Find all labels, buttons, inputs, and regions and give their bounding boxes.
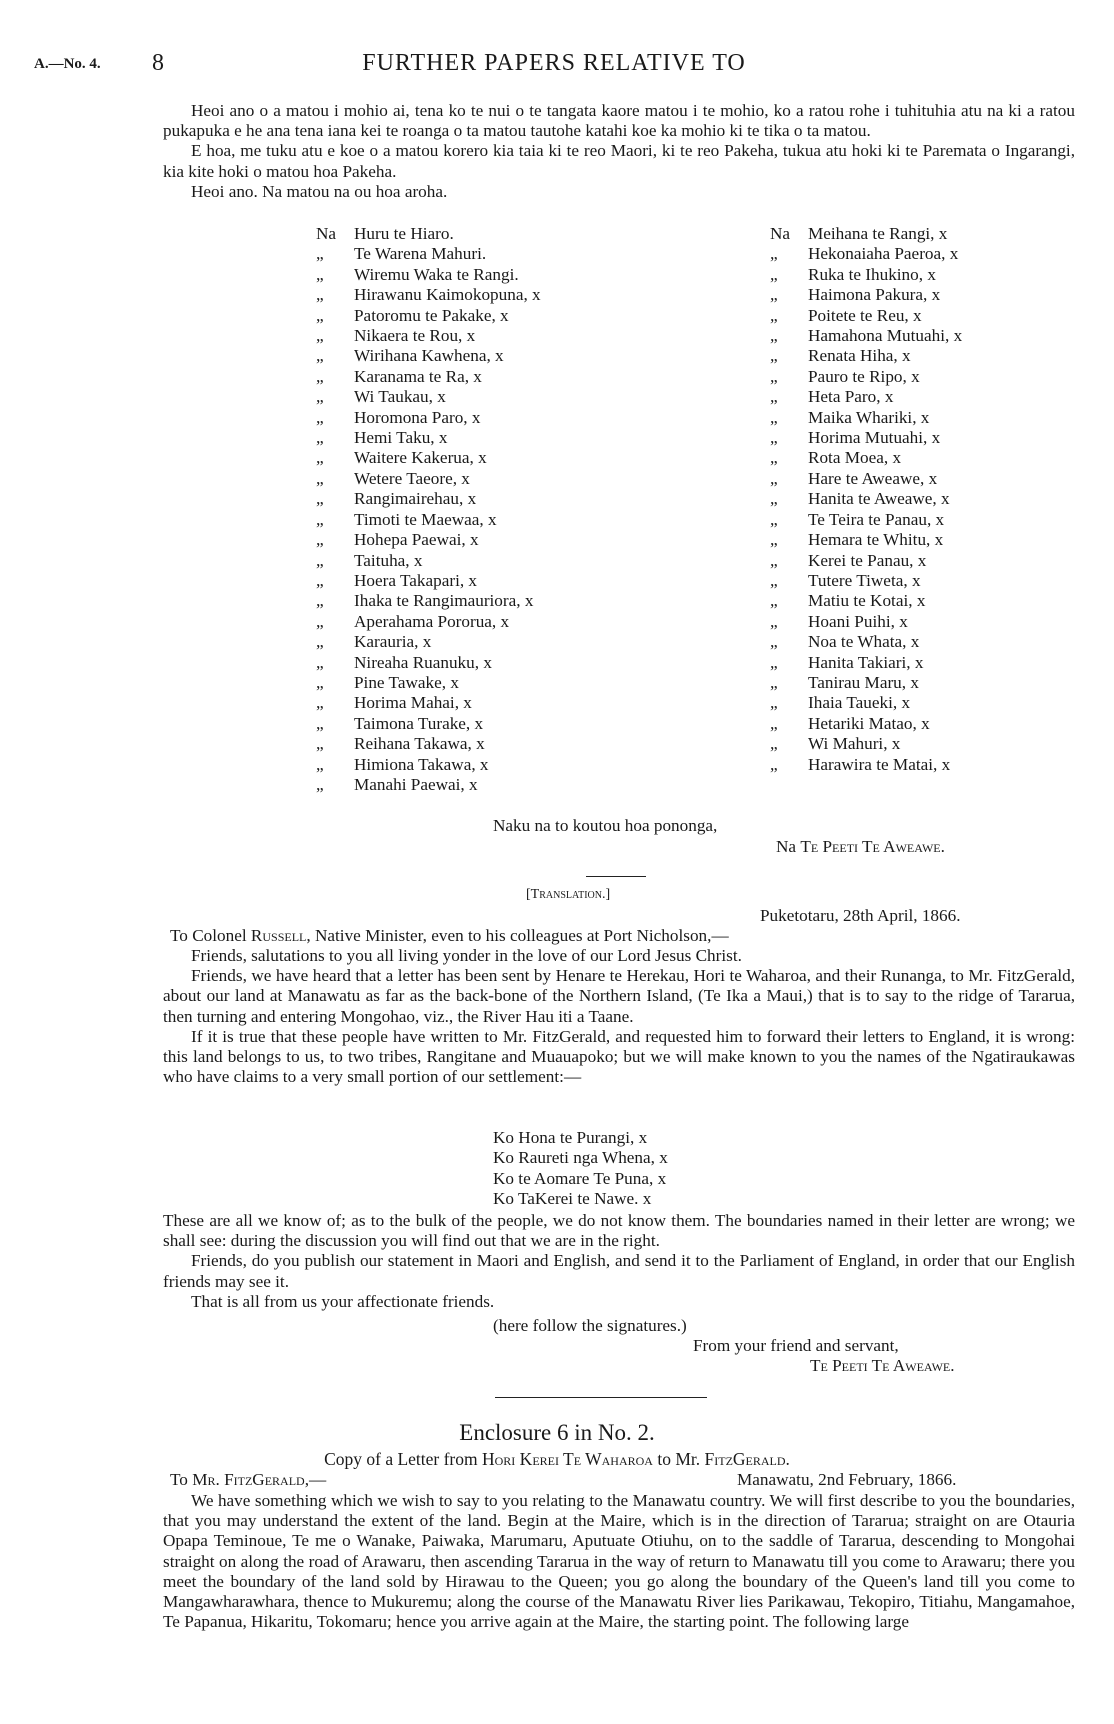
signatory (316, 265, 541, 285)
translation-paragraph: These are all we know of; as to the bulk of the people, we do not know them. The boundaries named in their letter are wrong; we shall see: during the discussion you will find out that we are in the right. (163, 1211, 1075, 1251)
signatory-name: Poitete te Reu, x (808, 305, 922, 325)
signatory (770, 306, 962, 326)
signatory-prefix: „ (316, 693, 324, 713)
signatory-name: Wi Mahuri, x (808, 734, 901, 754)
signatory-name: Karauria, x (354, 632, 432, 652)
signatory-name: Wiremu Waka te Rangi. (354, 264, 519, 284)
signatory-prefix: „ (770, 713, 778, 733)
signatory-prefix: „ (770, 448, 778, 468)
signatory-prefix: „ (770, 387, 778, 407)
signatory-prefix: „ (316, 632, 324, 652)
signatory-prefix: „ (770, 550, 778, 570)
signatory-prefix: „ (770, 489, 778, 509)
maori-signer (776, 837, 945, 857)
signatory-prefix: „ (316, 754, 324, 774)
signatory-prefix: „ (770, 509, 778, 529)
claimants-list (493, 1128, 668, 1210)
enclosure-place-date: Manawatu, 2nd February, 1866. (737, 1470, 957, 1489)
translation-paragraph: Friends, do you publish our statement in Maori and English, and send it to the Parliament of England, in order that our English friends may see it. (163, 1251, 1075, 1291)
signatory-name: Hamahona Mutuahi, x (808, 326, 963, 346)
signatory-name: Matiu te Kotai, x (808, 591, 926, 611)
signatory-name: Huru te Hiaro. (354, 224, 454, 243)
signatory (770, 551, 962, 571)
signatory-prefix: „ (316, 407, 324, 427)
signatory-prefix: „ (316, 550, 324, 570)
signatory-prefix: „ (770, 530, 778, 550)
signatory-prefix: „ (770, 652, 778, 672)
signatory-prefix: „ (316, 285, 324, 305)
signatory (770, 755, 962, 775)
signatory-name: Hetariki Matao, x (808, 713, 930, 733)
address-prefix: To (170, 1470, 193, 1489)
signatory-prefix: „ (316, 570, 324, 590)
signatory (770, 714, 962, 734)
signatory (316, 285, 541, 305)
signatory-prefix: „ (316, 428, 324, 448)
signatory-name: Te Warena Mahuri. (354, 244, 487, 264)
subheading-recipient: FitzGerald (704, 1449, 786, 1469)
signatures-right-column (770, 224, 962, 775)
claimant: Ko te Aomare Te Puna, x (493, 1168, 667, 1188)
signatory-prefix: Na (316, 224, 337, 243)
translation-signer: Te Peeti Te Aweawe. (810, 1356, 955, 1375)
signatory-name: Hare te Aweawe, x (808, 468, 938, 488)
enclosure-body (163, 1491, 1075, 1632)
signatory (770, 591, 962, 611)
signatory-name: Rangimairehau, x (354, 489, 477, 509)
signatory-prefix: „ (316, 530, 324, 550)
signatory-name: Noa te Whata, x (808, 632, 920, 652)
claimant: Ko Raureti nga Whena, x (493, 1148, 668, 1168)
subheading-sender: Hori Kerei Te Waharoa (482, 1449, 653, 1469)
signatory (316, 224, 541, 244)
signatory-name: Himiona Takawa, x (354, 754, 489, 774)
signatory-prefix: „ (316, 652, 324, 672)
signatory-name: Hohepa Paewai, x (354, 530, 479, 550)
signatory (770, 693, 962, 713)
translation-paragraph: If it is true that these people have written to Mr. FitzGerald, and requested him to forward their letters to England, it is wrong: this land belongs to us, to two tribes, Rangitane and Muauapoko; but we will make known to you the names of the Ngatiraukawas who have claims to a very small portion of our settlement:— (163, 1026, 1075, 1087)
signatory-name: Wetere Taeore, x (354, 468, 470, 488)
signatory (770, 530, 962, 550)
signatory (316, 326, 541, 346)
signatory-prefix: „ (770, 285, 778, 305)
signatory-prefix: „ (770, 244, 778, 264)
signatory (770, 367, 962, 387)
signatory-prefix: „ (316, 713, 324, 733)
signatory-name: Hoera Takapari, x (354, 570, 478, 590)
signatory-name: Tutere Tiweta, x (808, 570, 921, 590)
signatory (316, 428, 541, 448)
page-number: 8 (152, 50, 164, 76)
signatory (316, 244, 541, 264)
signatory-prefix: „ (316, 591, 324, 611)
signatory-name: Taituha, x (354, 550, 423, 570)
address-prefix: To Colonel (170, 926, 251, 945)
page-title: FURTHER PAPERS RELATIVE TO (362, 50, 746, 76)
signatory-name: Wi Taukau, x (354, 387, 446, 407)
signatory (770, 244, 962, 264)
signatory-name: Renata Hiha, x (808, 346, 911, 366)
signatory-prefix: „ (316, 509, 324, 529)
signatory-name: Taimona Turake, x (354, 713, 484, 733)
translation-paragraph: Friends, we have heard that a letter has been sent by Henare te Herekau, Hori te Waharoa, and their Runanga, to Mr. FitzGerald, about our land at Manawatu as far as the back-bone of the Northern Island, (Te Ika a Maui,) that is to say to the ridge of Tararua, then turning and entering Mongohao, viz., the River Hau iti a Taane. (163, 966, 1075, 1026)
signatory-prefix: „ (770, 264, 778, 284)
signatory-prefix: „ (770, 611, 778, 631)
signatory (770, 612, 962, 632)
enclosure-heading: Enclosure 6 in No. 2. (459, 1420, 655, 1445)
signatory-prefix: „ (316, 489, 324, 509)
signatory (316, 387, 541, 407)
signatory (770, 632, 962, 652)
signatory-name: Tanirau Maru, x (808, 672, 919, 692)
signatory-name: Nikaera te Rou, x (354, 326, 476, 346)
address-rest: , Native Minister, even to his colleagues at Port Nicholson,— (306, 926, 729, 945)
signatory-prefix: „ (316, 346, 324, 366)
signatory-name: Aperahama Pororua, x (354, 611, 510, 631)
page-header (34, 50, 1074, 90)
signatory-prefix: „ (316, 305, 324, 325)
maori-paragraph: Heoi ano. Na matou na ou hoa aroha. (191, 181, 448, 201)
translation-body (163, 946, 1075, 1087)
signatory-name: Pauro te Ripo, x (808, 366, 920, 386)
claimant: Ko Hona te Purangi, x (493, 1128, 648, 1147)
signatory-name: Hanita te Aweawe, x (808, 489, 950, 509)
signatory-name: Nireaha Ruanuku, x (354, 652, 492, 672)
signatory (316, 530, 541, 550)
signatory (770, 265, 962, 285)
signatory-name: Haimona Pakura, x (808, 285, 941, 305)
signatures-left-column (316, 224, 541, 795)
signatory-name: Manahi Paewai, x (354, 774, 478, 794)
signatory (316, 510, 541, 530)
signatory-name: Horima Mutuahi, x (808, 428, 941, 448)
signatory-prefix: „ (316, 611, 324, 631)
enclosure-subheading (0, 1449, 1114, 1470)
signatory (770, 387, 962, 407)
address-rest: ,— (304, 1470, 327, 1489)
subheading-prefix: Copy of a Letter from (324, 1449, 482, 1469)
signatory (770, 224, 962, 244)
signatory (316, 346, 541, 366)
address-name: Mr. FitzGerald (192, 1470, 305, 1489)
maori-signer-prefix: Na (776, 837, 797, 856)
maori-paragraph: E hoa, me tuku atu e koe o a matou korero kia taia ki te reo Maori, ki te reo Pakeha, tukua atu hoki ki te Paremata o Ingarangi, kia kite hoki o matou hoa Pakeha. (163, 141, 1075, 181)
signatory-prefix: „ (316, 244, 324, 264)
signatory (770, 571, 962, 591)
signatory-name: Meihana te Rangi, x (808, 224, 948, 243)
signatory (316, 755, 541, 775)
signatory-prefix: „ (316, 468, 324, 488)
signatory (316, 653, 541, 673)
signatory-prefix: „ (770, 468, 778, 488)
signatory-name: Te Teira te Panau, x (808, 509, 945, 529)
claimant: Ko TaKerei te Nawe. x (493, 1189, 652, 1209)
signatory-name: Wirihana Kawhena, x (354, 346, 504, 366)
signatory-name: Reihana Takawa, x (354, 734, 485, 754)
signatory-name: Hemara te Whitu, x (808, 530, 944, 550)
translation-body-continued (163, 1211, 1075, 1312)
signatory-prefix: „ (316, 448, 324, 468)
signatory-name: Maika Whariki, x (808, 407, 930, 427)
signatory-name: Hanita Takiari, x (808, 652, 924, 672)
signatory (770, 653, 962, 673)
translation-address (170, 926, 729, 946)
signatory (316, 469, 541, 489)
signatory-name: Karanama te Ra, x (354, 366, 482, 386)
enclosure-paragraph: We have something which we wish to say to you relating to the Manawatu country. We will first describe to you the boundaries, that you may understand the extent of the land. Begin at the Maire, which is in the direction of Tararua; straight on are Otauria Opapa Teminoue, Te me o Wanake, Paiwaka, Marumaru, Aputuate Otiuhu, on to the saddle of Tararua, descending to Mongohai straight on along the road of Arawaru, then ascending Tararua in the way of return to Manawatu till you come to Arawaru; there you meet the boundary of the land sold by Hirawau to the Queen; you go along the boundary of the Queen's land till you come to Mangawharawhara, thence to Mukuremu; along the course of the Manawatu River lies Parikawau, Tekopiro, Titiahu, Mangamahoe, Te Papanua, Hikaritu, Tokomaru; hence you arrive again at the Maire, the starting point. The following large (163, 1491, 1075, 1632)
signatory-name: Hemi Taku, x (354, 428, 448, 448)
signatory-prefix: „ (770, 407, 778, 427)
signatory-name: Pine Tawake, x (354, 672, 459, 692)
signatory-name: Ihaka te Rangimauriora, x (354, 591, 534, 611)
signatory (316, 408, 541, 428)
signatory-name: Heta Paro, x (808, 387, 894, 407)
signatory-prefix: „ (770, 591, 778, 611)
translation-closing: From your friend and servant, (693, 1336, 899, 1355)
signatory (770, 326, 962, 346)
signatory-prefix: „ (770, 754, 778, 774)
signatory (770, 510, 962, 530)
signatory (770, 489, 962, 509)
signatory (316, 591, 541, 611)
signatory (770, 448, 962, 468)
signatory-name: Harawira te Matai, x (808, 754, 951, 774)
signatory-name: Hoani Puihi, x (808, 611, 908, 631)
signatory (316, 714, 541, 734)
signatory-prefix: „ (770, 305, 778, 325)
signatory-prefix: „ (770, 570, 778, 590)
signatory-prefix: „ (770, 346, 778, 366)
signatory-prefix: „ (770, 632, 778, 652)
address-name: Russell (250, 926, 307, 945)
signatory-name: Horomona Paro, x (354, 407, 481, 427)
maori-closing: Naku na to koutou hoa pononga, (493, 816, 718, 835)
signatory-name: Hekonaiaha Paeroa, x (808, 244, 959, 264)
signatory-name: Patoromu te Pakake, x (354, 305, 509, 325)
translation-place-date: Puketotaru, 28th April, 1866. (760, 906, 961, 925)
signatory-prefix: „ (770, 693, 778, 713)
signatures-note: (here follow the signatures.) (493, 1316, 687, 1335)
signatory (770, 285, 962, 305)
signatory-prefix: „ (770, 734, 778, 754)
signatory-prefix: „ (316, 264, 324, 284)
translation-paragraph: Friends, salutations to you all living yonder in the love of our Lord Jesus Christ. (191, 946, 742, 965)
signatory (316, 612, 541, 632)
signatory-name: Waitere Kakerua, x (354, 448, 487, 468)
signatory-prefix: „ (770, 366, 778, 386)
signatory-name: Hirawanu Kaimokopuna, x (354, 285, 541, 305)
signatory-prefix: „ (316, 326, 324, 346)
signatory-prefix: „ (770, 672, 778, 692)
enclosure-address (170, 1470, 326, 1490)
signatory (316, 448, 541, 468)
section-divider (495, 1397, 707, 1398)
section-divider (586, 876, 646, 877)
signatory (770, 408, 962, 428)
maori-paragraph: Heoi ano o a matou i mohio ai, tena ko te nui o te tangata kaore matou i te mohio, ko a ratou rohe i tuhituhia atu na ki a ratou pukapuka e he ana tena iana kei te roanga o ta matou tautohe katahi koe ka mohio ki te tika o ta matou. (163, 101, 1075, 141)
signatory (770, 428, 962, 448)
signatory-prefix: „ (316, 734, 324, 754)
translation-label: [Translation.] (526, 887, 611, 902)
document-reference: A.—No. 4. (34, 56, 101, 72)
signatory (316, 571, 541, 591)
signatory (316, 306, 541, 326)
signatory (316, 367, 541, 387)
signatory (316, 775, 541, 795)
signatory (316, 673, 541, 693)
signatory-prefix: „ (770, 326, 778, 346)
signatory (316, 693, 541, 713)
signatory (316, 734, 541, 754)
signatory (316, 632, 541, 652)
signatory (316, 489, 541, 509)
translation-paragraph: That is all from us your affectionate friends. (191, 1291, 495, 1311)
signatory-name: Horima Mahai, x (354, 693, 472, 713)
signatory (316, 551, 541, 571)
subheading-end: . (785, 1449, 790, 1469)
signatory-prefix: „ (316, 672, 324, 692)
signatory (770, 673, 962, 693)
signatory-prefix: „ (316, 366, 324, 386)
signatory-prefix: „ (316, 774, 324, 794)
signatory-name: Kerei te Panau, x (808, 550, 927, 570)
signatory-prefix: „ (770, 428, 778, 448)
signatory-prefix: „ (316, 387, 324, 407)
maori-signer-name: Te Peeti Te Aweawe. (800, 837, 945, 856)
signatory-name: Timoti te Maewaa, x (354, 509, 497, 529)
signatory (770, 469, 962, 489)
subheading-mid: to Mr. (652, 1449, 705, 1469)
signatory-prefix: Na (770, 224, 791, 243)
signatory-name: Ruka te Ihukino, x (808, 264, 936, 284)
maori-letter-body (163, 101, 1075, 202)
signatory (770, 346, 962, 366)
signatory-name: Ihaia Taueki, x (808, 693, 911, 713)
signatory (770, 734, 962, 754)
signatory-name: Rota Moea, x (808, 448, 902, 468)
